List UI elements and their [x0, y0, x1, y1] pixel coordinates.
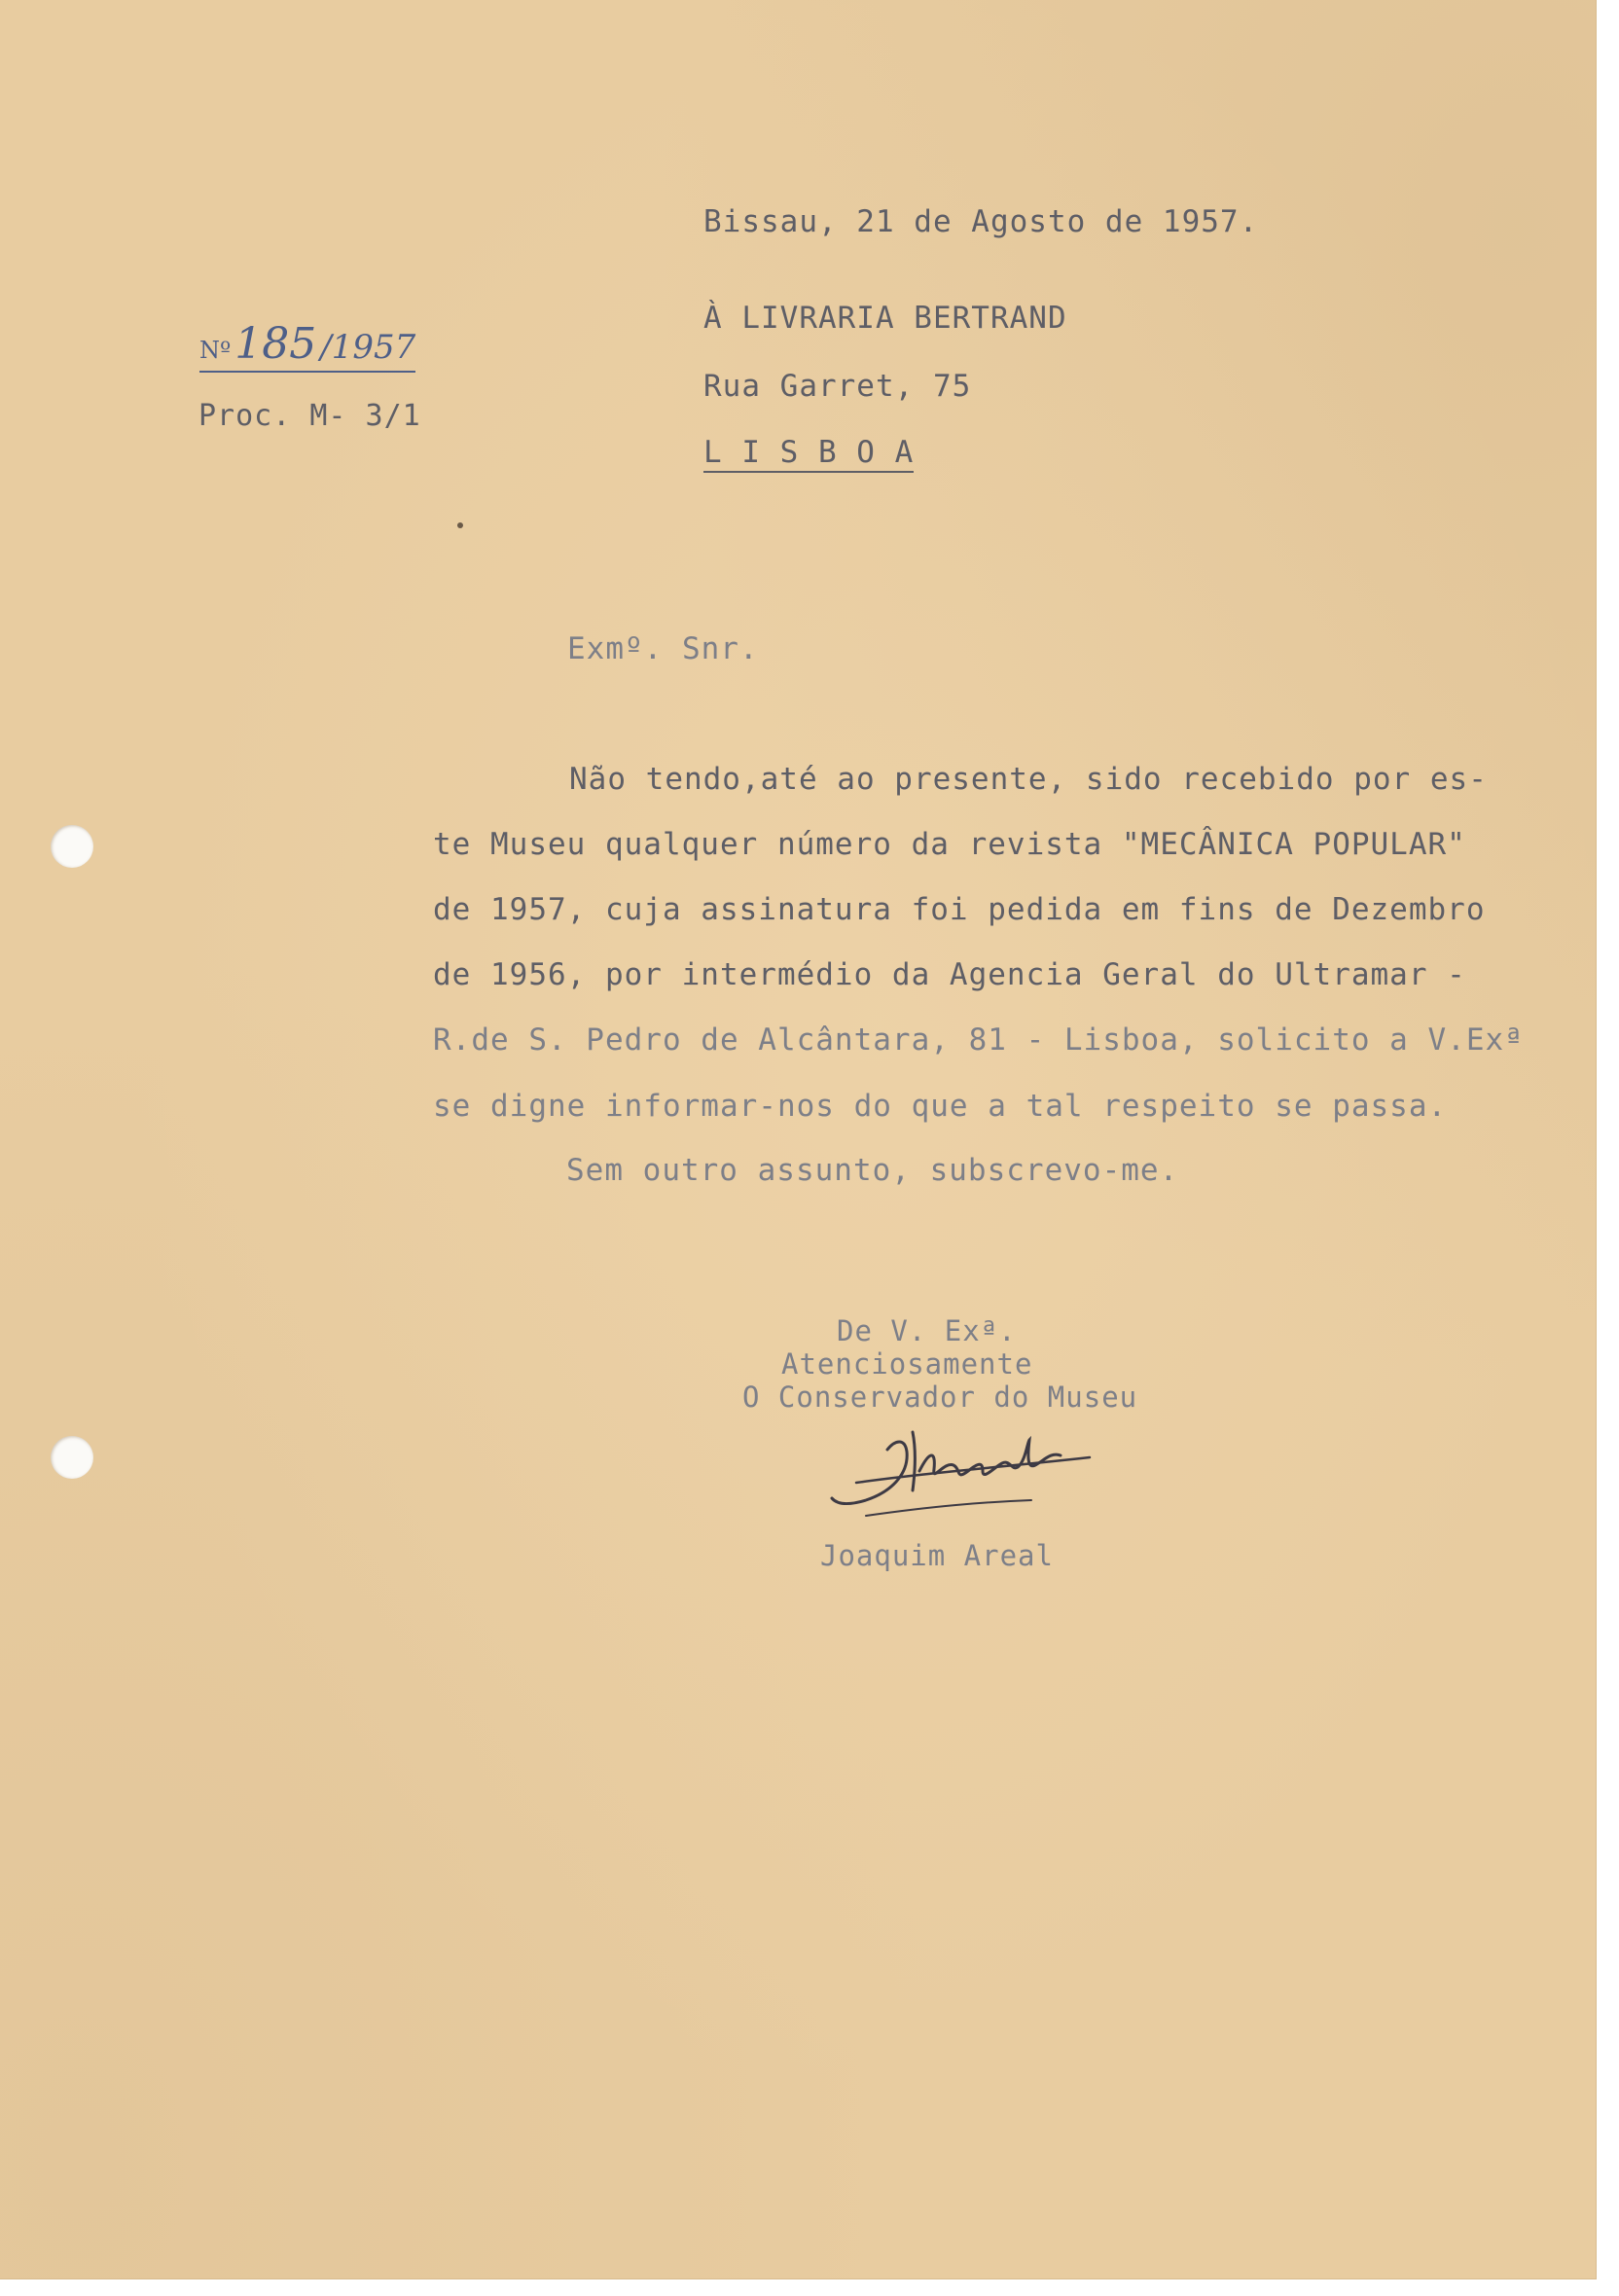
place-date: Bissau, 21 de Agosto de 1957.	[703, 204, 1259, 239]
reference-number-year: /1957	[320, 328, 416, 367]
reference-number-label: Nº	[199, 337, 232, 364]
signoff-line-2: Atenciosamente	[781, 1347, 1033, 1381]
recipient-city: L I S B O A	[703, 438, 914, 473]
signoff-line-1: De V. Exª.	[837, 1314, 1017, 1347]
body-line-5: R.de S. Pedro de Alcântara, 81 - Lisboa, solicito a V.Exª	[433, 1022, 1524, 1058]
body-line-2: te Museu qualquer número da revista "MECÂNICA POPULAR"	[433, 827, 1466, 862]
signer-name: Joaquim Areal	[820, 1539, 1054, 1572]
recipient-street: Rua Garret, 75	[703, 369, 972, 404]
punch-hole-bottom	[51, 1436, 93, 1479]
reference-number	[199, 319, 415, 373]
handwritten-signature-icon	[827, 1422, 1119, 1529]
ink-speck	[457, 522, 463, 528]
recipient-name: À LIVRARIA BERTRAND	[703, 301, 1067, 336]
body-line-6: se digne informar-nos do que a tal respeito se passa.	[433, 1089, 1448, 1124]
closing-line: Sem outro assunto, subscrevo-me.	[566, 1153, 1179, 1188]
body-line-4: de 1956, por intermédio da Agencia Geral do Ultramar -	[433, 957, 1466, 992]
body-line-1: Não tendo,até ao presente, sido recebido por es-	[569, 762, 1488, 797]
body-line-3: de 1957, cuja assinatura foi pedida em fins de Dezembro	[433, 892, 1486, 927]
salutation: Exmº. Snr.	[567, 631, 759, 666]
reference-number-value: 185	[234, 319, 317, 369]
process-reference: Proc. M- 3/1	[198, 399, 421, 433]
signoff-line-3: O Conservador do Museu	[742, 1381, 1138, 1414]
punch-hole-top	[51, 825, 93, 868]
